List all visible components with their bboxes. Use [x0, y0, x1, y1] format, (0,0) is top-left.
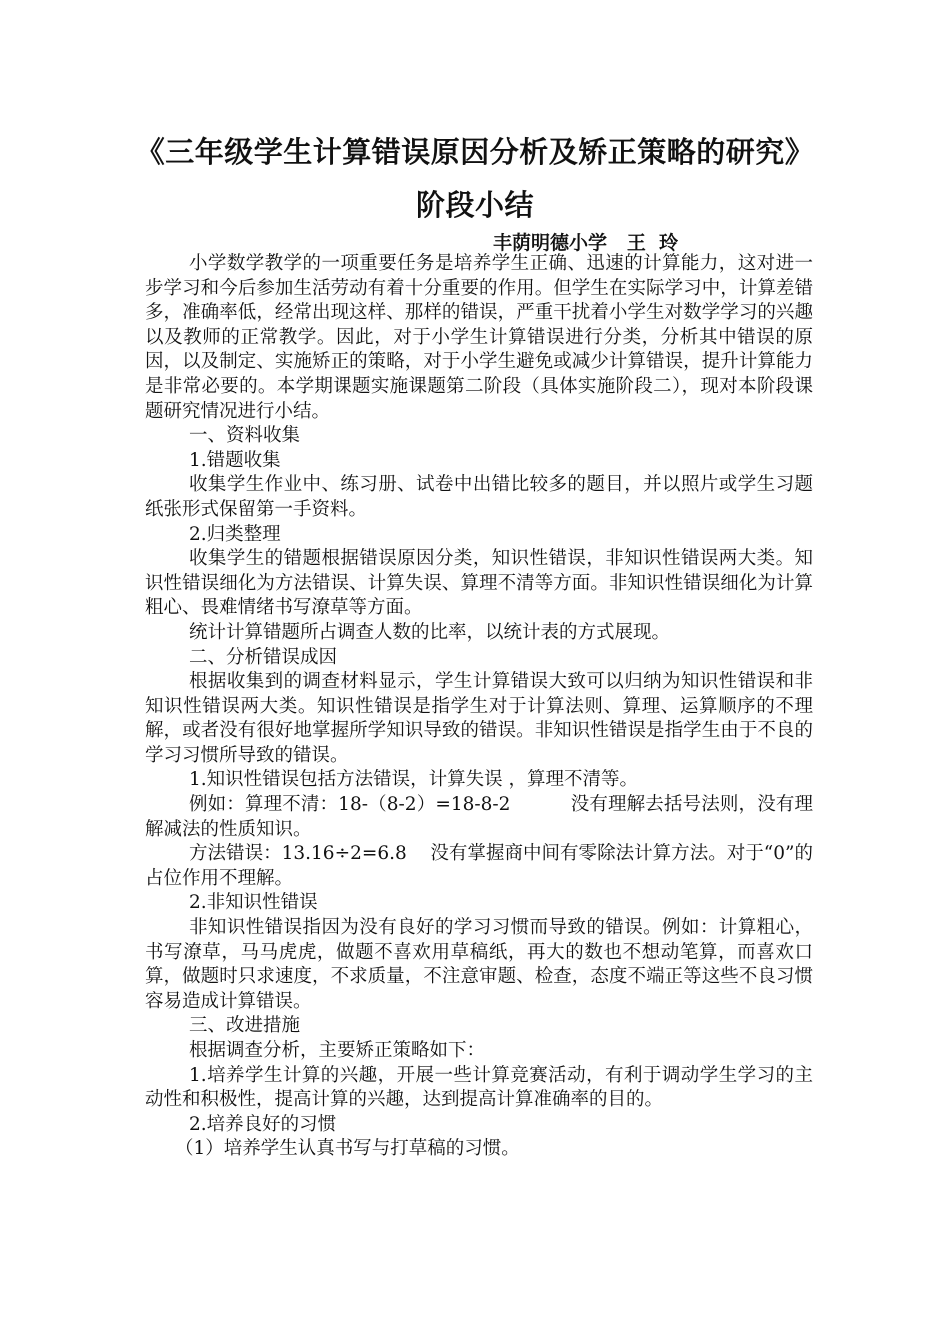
example-paragraph: 方法错误：13.16÷2=6.8 没有掌握商中间有零除法计算方法。对于“0”的占位作用不理解。 — [145, 843, 813, 889]
paragraph: 根据调查分析，主要矫正策略如下： — [189, 1040, 486, 1061]
subheading-1-1: 1.错题收集 — [189, 449, 281, 471]
document-subtitle: 阶段小结 — [415, 188, 534, 222]
section-heading-3: 三、改进措施 — [189, 1015, 301, 1037]
paragraph: 根据收集到的调查材料显示，学生计算错误大致可以归纳为知识性错误和非知识性错误两大类。知识性错误是指学生对于计算法则、算理、运算顺序的不理解，或者没有很好地掌握所学知识导致的错误。非知识性错误是指学生由于不良的学习习惯所导致的错误。 — [145, 671, 813, 766]
paragraph: 收集学生的错题根据错误原因分类，知识性错误，非知识性错误两大类。知识性错误细化为方法错误、计算失误、算理不清等方面。非知识性错误细化为计算粗心、畏难情绪书写潦草等方面。 — [145, 548, 813, 619]
paragraph: 1.培养学生计算的兴趣，开展一些计算竞赛活动，有利于调动学生学习的主动性和积极性，提高计算的兴趣，达到提高计算准确率的目的。 — [145, 1064, 813, 1111]
paragraph: 非知识性错误指因为没有良好的学习习惯而导致的错误。例如：计算粗心，书写潦草，马马虎虎，做题不喜欢用草稿纸，再大的数也不想动笔算，而喜欢口算，做题时只求速度，不求质量，不注意审题、检查，态度不端正等这些不良习惯容易造成计算错误。 — [145, 917, 813, 1012]
section-heading-1: 一、资料收集 — [189, 425, 301, 447]
document-title: 《三年级学生计算错误原因分析及矫正策略的研究》 — [135, 135, 815, 169]
subheading-3-2: 2.培养良好的习惯 — [189, 1113, 337, 1135]
section-heading-2: 二、分析错误成因 — [189, 646, 338, 668]
subheading-2-1: 1.知识性错误包括方法错误，计算失误 ，算理不清等。 — [189, 769, 639, 791]
example-paragraph: 例如：算理不清：18-（8-2）=18-8-2 没有理解去括号法则，没有理解减法的性质知识。 — [145, 794, 813, 840]
document-body — [145, 252, 813, 1162]
list-item: （1）培养学生认真书写与打草稿的习惯。 — [175, 1138, 520, 1160]
intro-paragraph: 小学数学教学的一项重要任务是培养学生正确、迅速的计算能力，这对进一步学习和今后参加生活劳动有着十分重要的作用。但学生在实际学习中，计算差错多，准确率低，经常出现这样、那样的错误，严重干扰着小学生对数学学习的兴趣以及教师的正常教学。因此，对于小学生计算错误进行分类，分析其中错误的原因，以及制定、实施矫正的策略，对于小学生避免或减少计算错误，提升计算能力是非常必要的。本学期课题实施课题第二阶段（具体实施阶段二），现对本阶段课题研究情况进行小结。 — [145, 253, 813, 422]
author-line: 丰荫明德小学 王 玲 — [493, 232, 679, 254]
paragraph: 收集学生作业中、练习册、试卷中出错比较多的题目，并以照片或学生习题纸张形式保留第一手资料。 — [145, 474, 813, 520]
subheading-2-2: 2.非知识性错误 — [189, 892, 318, 914]
subheading-1-2: 2.归类整理 — [189, 523, 281, 545]
paragraph: 统计计算错题所占调查人数的比率，以统计表的方式展现。 — [189, 621, 671, 643]
